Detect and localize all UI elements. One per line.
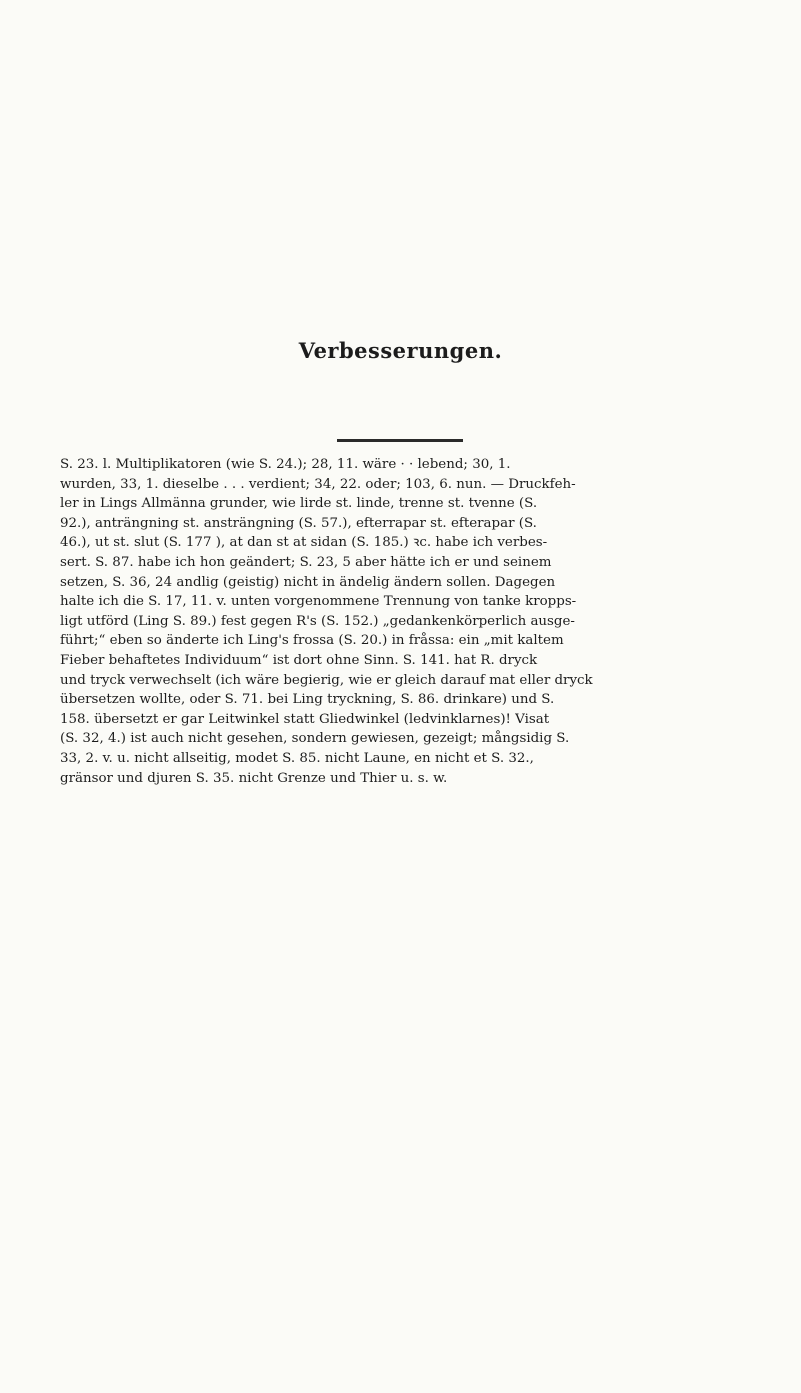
text-line: sert. S. 87. habe ich hon geändert; S. 23, 5 aber hätte ich er und seinem <box>60 554 552 570</box>
text-line: S. 23. l. Multiplikatoren (wie S. 24.); 28, 11. wäre · · lebend; 30, 1. <box>60 457 511 472</box>
text-line: (S. 32, 4.) ist auch nicht gesehen, sondern gewiesen, gezeigt; mångsidig S. <box>60 731 570 747</box>
errata-text <box>60 455 754 788</box>
text-line: setzen, S. 36, 24 andlig (geistig) nicht in ändelig ändern sollen. Dagegen <box>60 574 556 590</box>
page-title: Verbesserungen. <box>298 338 503 363</box>
text-line: 92.), anträngning st. ansträngning (S. 57.), efterrapar st. efterapar (S. <box>60 515 537 531</box>
text-line: führt;“ eben so änderte ich Ling's frossa (S. 20.) in fråssa: ein „mit kaltem <box>60 633 564 649</box>
text-line: Fieber behaftetes Individuum“ ist dort ohne Sinn. S. 141. hat R. dryck <box>60 652 538 668</box>
text-line: ler in Lings Allmänna grunder, wie lirde st. linde, trenne st. tvenne (S. <box>60 496 538 512</box>
text-line: 158. übersetzt er gar Leitwinkel statt Gliedwinkel (ledvinklarnes)! Visat <box>60 711 550 727</box>
text-line: wurden, 33, 1. dieselbe . . . verdient; 34, 22. oder; 103, 6. nun. — Druckfeh- <box>60 476 576 492</box>
text-line: und tryck verwechselt (ich wäre begierig, wie er gleich darauf mat eller dryck <box>60 672 593 688</box>
text-line: ligt utförd (Ling S. 89.) fest gegen R's (S. 152.) „gedankenkörperlich ausge- <box>60 613 575 629</box>
text-line: gränsor und djuren S. 35. nicht Grenze und Thier u. s. w. <box>60 770 448 786</box>
text-line: halte ich die S. 17, 11. v. unten vorgenommene Trennung von tanke kropps- <box>60 594 577 610</box>
text-line: übersetzen wollte, oder S. 71. bei Ling tryckning, S. 86. drinkare) und S. <box>60 692 555 708</box>
text-line: 46.), ut st. slut (S. 177 ), at dan st at sidan (S. 185.) ꝛc. habe ich verbes- <box>60 535 548 551</box>
title-divider <box>337 439 463 442</box>
text-line: 33, 2. v. u. nicht allseitig, modet S. 85. nicht Laune, en nicht et S. 32., <box>60 750 534 766</box>
